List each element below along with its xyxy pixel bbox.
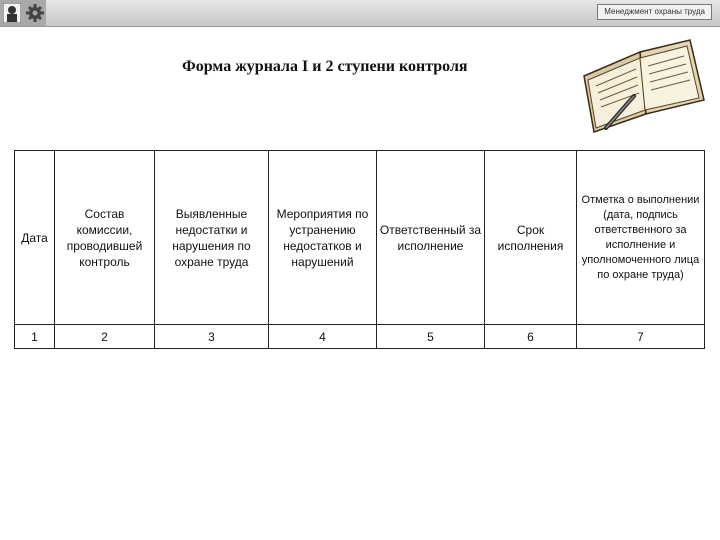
open-book-icon (576, 36, 710, 136)
worker-icon (3, 3, 21, 23)
column-header-completion-mark: Отметка о выполнении (дата, подпись ответственного за исполнение и уполномоченного лица по охране труда) (577, 151, 705, 325)
column-header-commission: Состав комиссии, проводившей контроль (55, 151, 155, 325)
column-header-violations: Выявленные недостатки и нарушения по охране труда (155, 151, 269, 325)
column-number: 1 (15, 325, 55, 349)
top-badge: Менеджмент охраны труда (597, 4, 712, 20)
top-bar (0, 0, 720, 27)
column-number: 4 (269, 325, 377, 349)
column-number: 6 (485, 325, 577, 349)
top-icons (0, 0, 46, 26)
column-number: 3 (155, 325, 269, 349)
gear-icon (26, 4, 44, 22)
journal-table (14, 150, 705, 349)
column-number: 7 (577, 325, 705, 349)
column-header-deadline: Срок исполнения (485, 151, 577, 325)
column-header-responsible: Ответственный за исполнение (377, 151, 485, 325)
column-header-date: Дата (15, 151, 55, 325)
table-header-row (15, 151, 705, 325)
column-number: 2 (55, 325, 155, 349)
table-row (15, 325, 705, 349)
column-header-measures: Мероприятия по устранению недостатков и нарушений (269, 151, 377, 325)
column-number: 5 (377, 325, 485, 349)
page-title: Форма журнала I и 2 ступени контроля (182, 58, 468, 75)
